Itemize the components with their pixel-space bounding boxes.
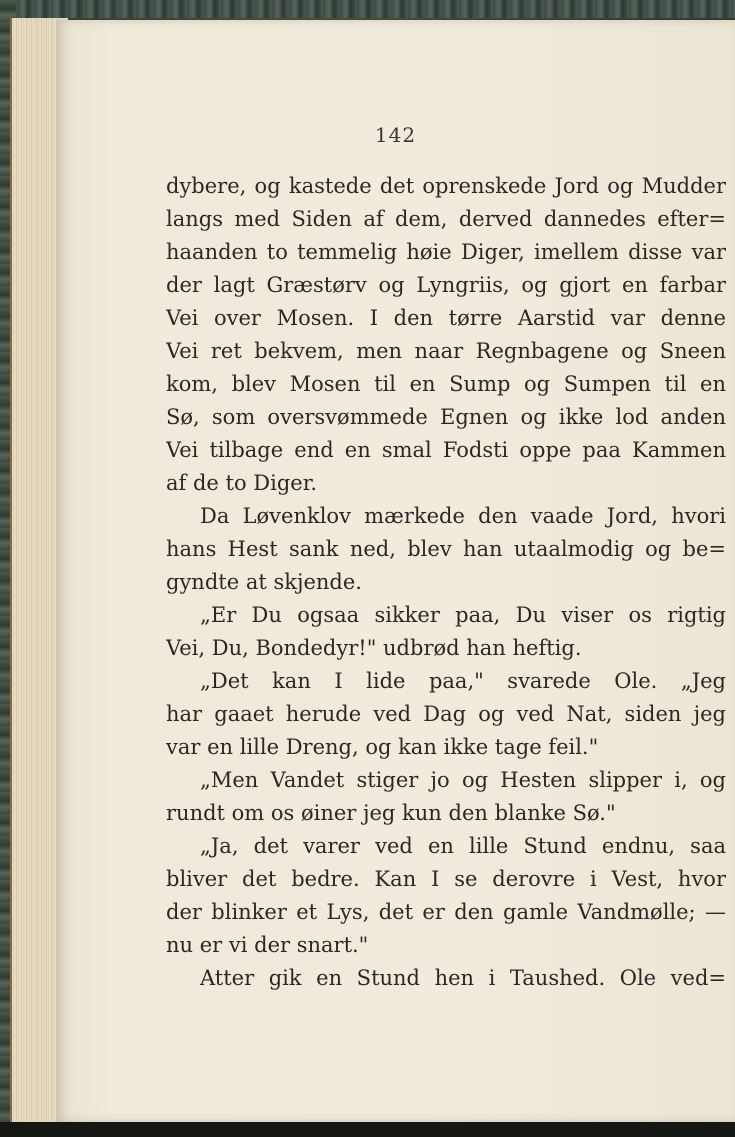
book-top-edge: [0, 0, 735, 18]
text-line: „Er Du ogsaa sikker paa, Du viser os rigtig: [200, 603, 726, 627]
text-line: Vei over Mosen. I den tørre Aarstid var denne: [166, 306, 726, 330]
text-line: dybere, og kastede det oprenskede Jord og Mudder: [166, 174, 726, 198]
scan-bottom-edge: [0, 1122, 735, 1137]
text-line: Da Løvenklov mærkede den vaade Jord, hvori: [200, 504, 726, 528]
text-line: Vei, Du, Bondedyr!" udbrød han heftig.: [166, 636, 582, 660]
text-line: Atter gik en Stund hen i Taushed. Ole ved=: [200, 966, 726, 990]
text-line: har gaaet herude ved Dag og ved Nat, siden jeg: [166, 702, 726, 726]
text-line: „Ja, det varer ved en lille Stund endnu, saa: [200, 834, 726, 858]
text-line: langs med Siden af dem, derved dannedes efter=: [166, 207, 726, 231]
body-text: [166, 170, 726, 995]
text-line: „Det kan I lide paa," svarede Ole. „Jeg: [200, 669, 726, 693]
text-line: gyndte at skjende.: [166, 570, 362, 594]
book-page: [56, 20, 735, 1122]
text-line: hans Hest sank ned, blev han utaalmodig og be=: [166, 537, 726, 561]
text-line: af de to Diger.: [166, 471, 318, 495]
text-line: nu er vi der snart.": [166, 933, 369, 957]
text-line: „Men Vandet stiger jo og Hesten slipper i, og: [200, 768, 726, 792]
text-line: var en lille Dreng, og kan ikke tage feil.": [166, 735, 599, 759]
text-line: Vei ret bekvem, men naar Regnbagene og Sneen: [166, 339, 726, 363]
text-line: der blinker et Lys, det er den gamle Vandmølle; —: [166, 900, 726, 924]
text-line: Sø, som oversvømmede Egnen og ikke lod anden: [166, 405, 726, 429]
text-line: Vei tilbage end en smal Fodsti oppe paa Kammen: [166, 438, 726, 462]
text-line: bliver det bedre. Kan I se derovre i Vest, hvor: [166, 867, 726, 891]
text-line: der lagt Græstørv og Lyngriis, og gjort en farbar: [166, 273, 726, 297]
text-line: haanden to temmelig høie Diger, imellem disse var: [166, 240, 726, 264]
page-number: 142: [374, 123, 417, 147]
text-line: kom, blev Mosen til en Sump og Sumpen til en: [166, 372, 726, 396]
text-line: rundt om os øiner jeg kun den blanke Sø.": [166, 801, 616, 825]
